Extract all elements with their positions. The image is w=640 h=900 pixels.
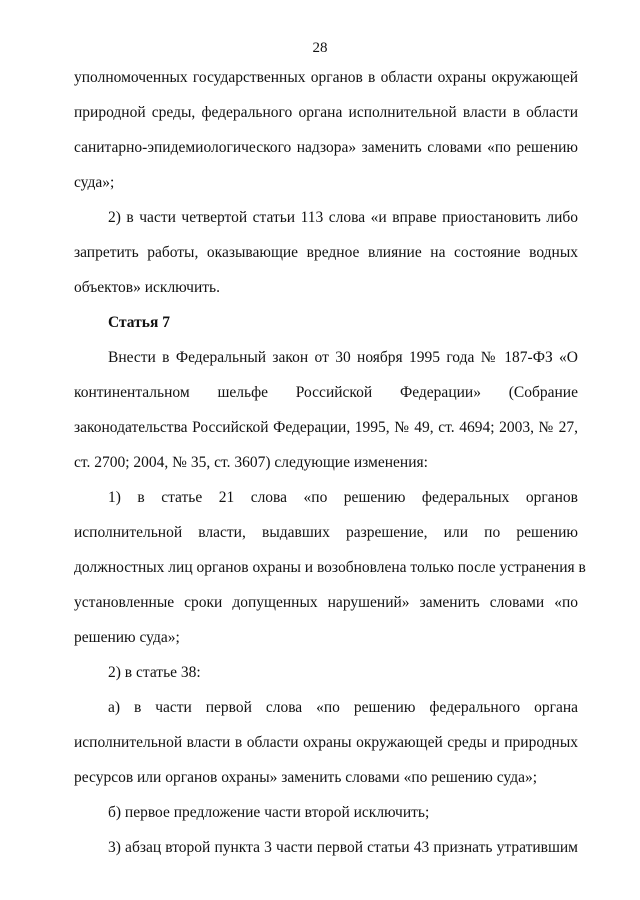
article-heading: Статья 7 (108, 314, 170, 331)
text-line: б) первое предложение части второй исключить; (108, 804, 430, 821)
text-line: установленные сроки допущенных нарушений» заменить словами «по (74, 594, 578, 611)
text-line: исполнительной власти, выдавших разрешение, или по решению (74, 524, 578, 541)
page-number: 28 (312, 40, 328, 56)
text-line: уполномоченных государственных органов в области охраны окружающей (74, 69, 578, 86)
text-line: решению суда»; (74, 629, 180, 646)
text-line: 2) в части четвертой статьи 113 слова «и вправе приостановить либо (108, 209, 578, 226)
text-line: 1) в статье 21 слова «по решению федеральных органов (108, 489, 578, 506)
text-line: запретить работы, оказывающие вредное влияние на состояние водных (74, 244, 578, 261)
text-line: ст. 2700; 2004, № 35, ст. 3607) следующие изменения: (74, 454, 428, 471)
text-line: ресурсов или органов охраны» заменить словами «по решению суда»; (74, 769, 538, 786)
text-line: объектов» исключить. (74, 279, 220, 296)
text-line: 2) в статье 38: (108, 664, 201, 681)
text-line: Внести в Федеральный закон от 30 ноября 1995 года № 187-ФЗ «О (108, 349, 578, 366)
text-line: 3) абзац второй пункта 3 части первой статьи 43 признать утратившим (108, 839, 578, 856)
text-line: законодательства Российской Федерации, 1995, № 49, ст. 4694; 2003, № 27, (74, 419, 578, 436)
text-line: а) в части первой слова «по решению федерального органа (108, 699, 578, 716)
document-body (74, 60, 586, 865)
text-line: должностных лиц органов охраны и возобновлена только после устранения в (74, 559, 586, 576)
text-line: континентальном шельфе Российской Федерации» (Собрание (74, 384, 578, 401)
text-line: суда»; (74, 174, 115, 191)
text-line: санитарно-эпидемиологического надзора» заменить словами «по решению (74, 139, 578, 156)
text-line: природной среды, федерального органа исполнительной власти в области (74, 104, 578, 121)
text-line: исполнительной власти в области охраны окружающей среды и природных (74, 734, 578, 751)
